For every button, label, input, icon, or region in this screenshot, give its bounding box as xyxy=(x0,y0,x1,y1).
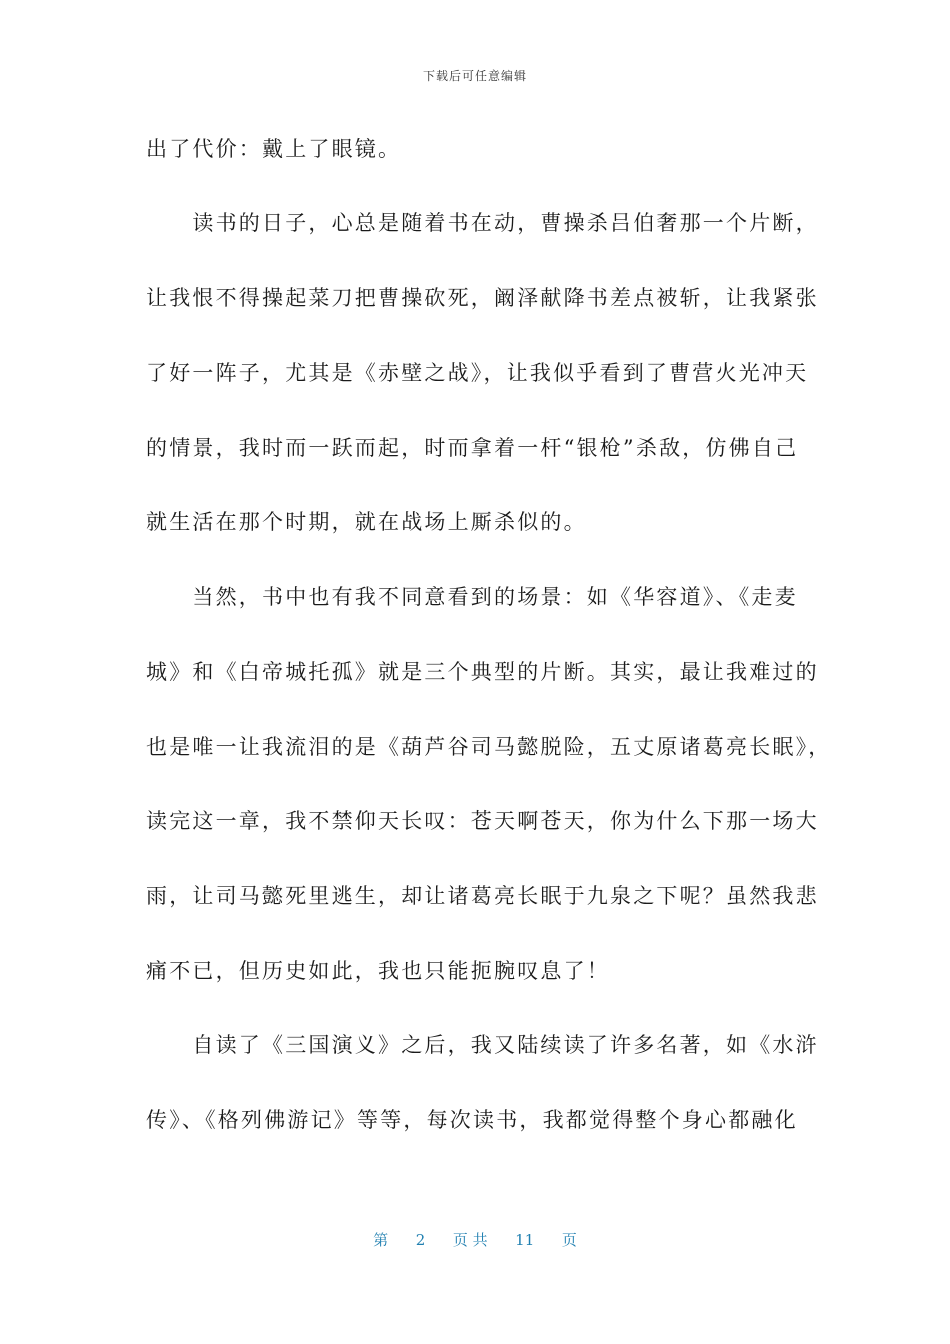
text-line: 就生活在那个时期，就在战场上厮杀似的。 xyxy=(146,510,587,534)
text-line: 出了代价：戴上了眼镜。 xyxy=(146,137,402,161)
text-line: 传》、《格列佛游记》等等，每次读书，我都觉得整个身心都融化 xyxy=(146,1108,798,1132)
text-line: 让我恨不得操起菜刀把曹操砍死，阚泽献降书差点被斩，让我紧张 xyxy=(146,286,819,310)
footer-total-pages: 11 xyxy=(515,1231,535,1249)
text-line: 自读了《三国演义》之后，我又陆续读了许多名著，如《水浒 xyxy=(146,1033,819,1057)
text-line: 也是唯一让我流泪的是《葫芦谷司马懿脱险，五丈原诸葛亮长眠》， xyxy=(146,735,832,759)
text-line: 了好一阵子，尤其是《赤壁之战》，让我似乎看到了曹营火光冲天 xyxy=(146,361,809,385)
text-line: 的情景，我时而一跃而起，时而拿着一杆“银枪”杀敌，仿佛自己 xyxy=(146,436,799,460)
text-line: 当然，书中也有我不同意看到的场景：如《华容道》、《走麦 xyxy=(146,585,798,609)
text-line: 读书的日子，心总是随着书在动，曹操杀吕伯奢那一个片断， xyxy=(146,211,819,235)
footer-label-ye: 页 xyxy=(561,1231,577,1249)
text-line: 痛不已，但历史如此，我也只能扼腕叹息了！ xyxy=(146,959,610,983)
page-footer xyxy=(0,1229,950,1250)
page-header: 下载后可任意编辑 xyxy=(422,69,527,83)
text-line: 雨，让司马懿死里逃生，却让诸葛亮长眠于九泉之下呢？虽然我悲 xyxy=(146,884,819,908)
footer-label-di: 第 xyxy=(373,1231,389,1249)
footer-label-ye-gong: 页 共 xyxy=(452,1231,488,1249)
footer-page-number: 2 xyxy=(415,1231,426,1249)
text-line: 城》和《白帝城托孤》就是三个典型的片断。其实，最让我难过的 xyxy=(146,660,819,684)
text-line: 读完这一章，我不禁仰天长叹：苍天啊苍天，你为什么下那一场大 xyxy=(146,809,819,833)
